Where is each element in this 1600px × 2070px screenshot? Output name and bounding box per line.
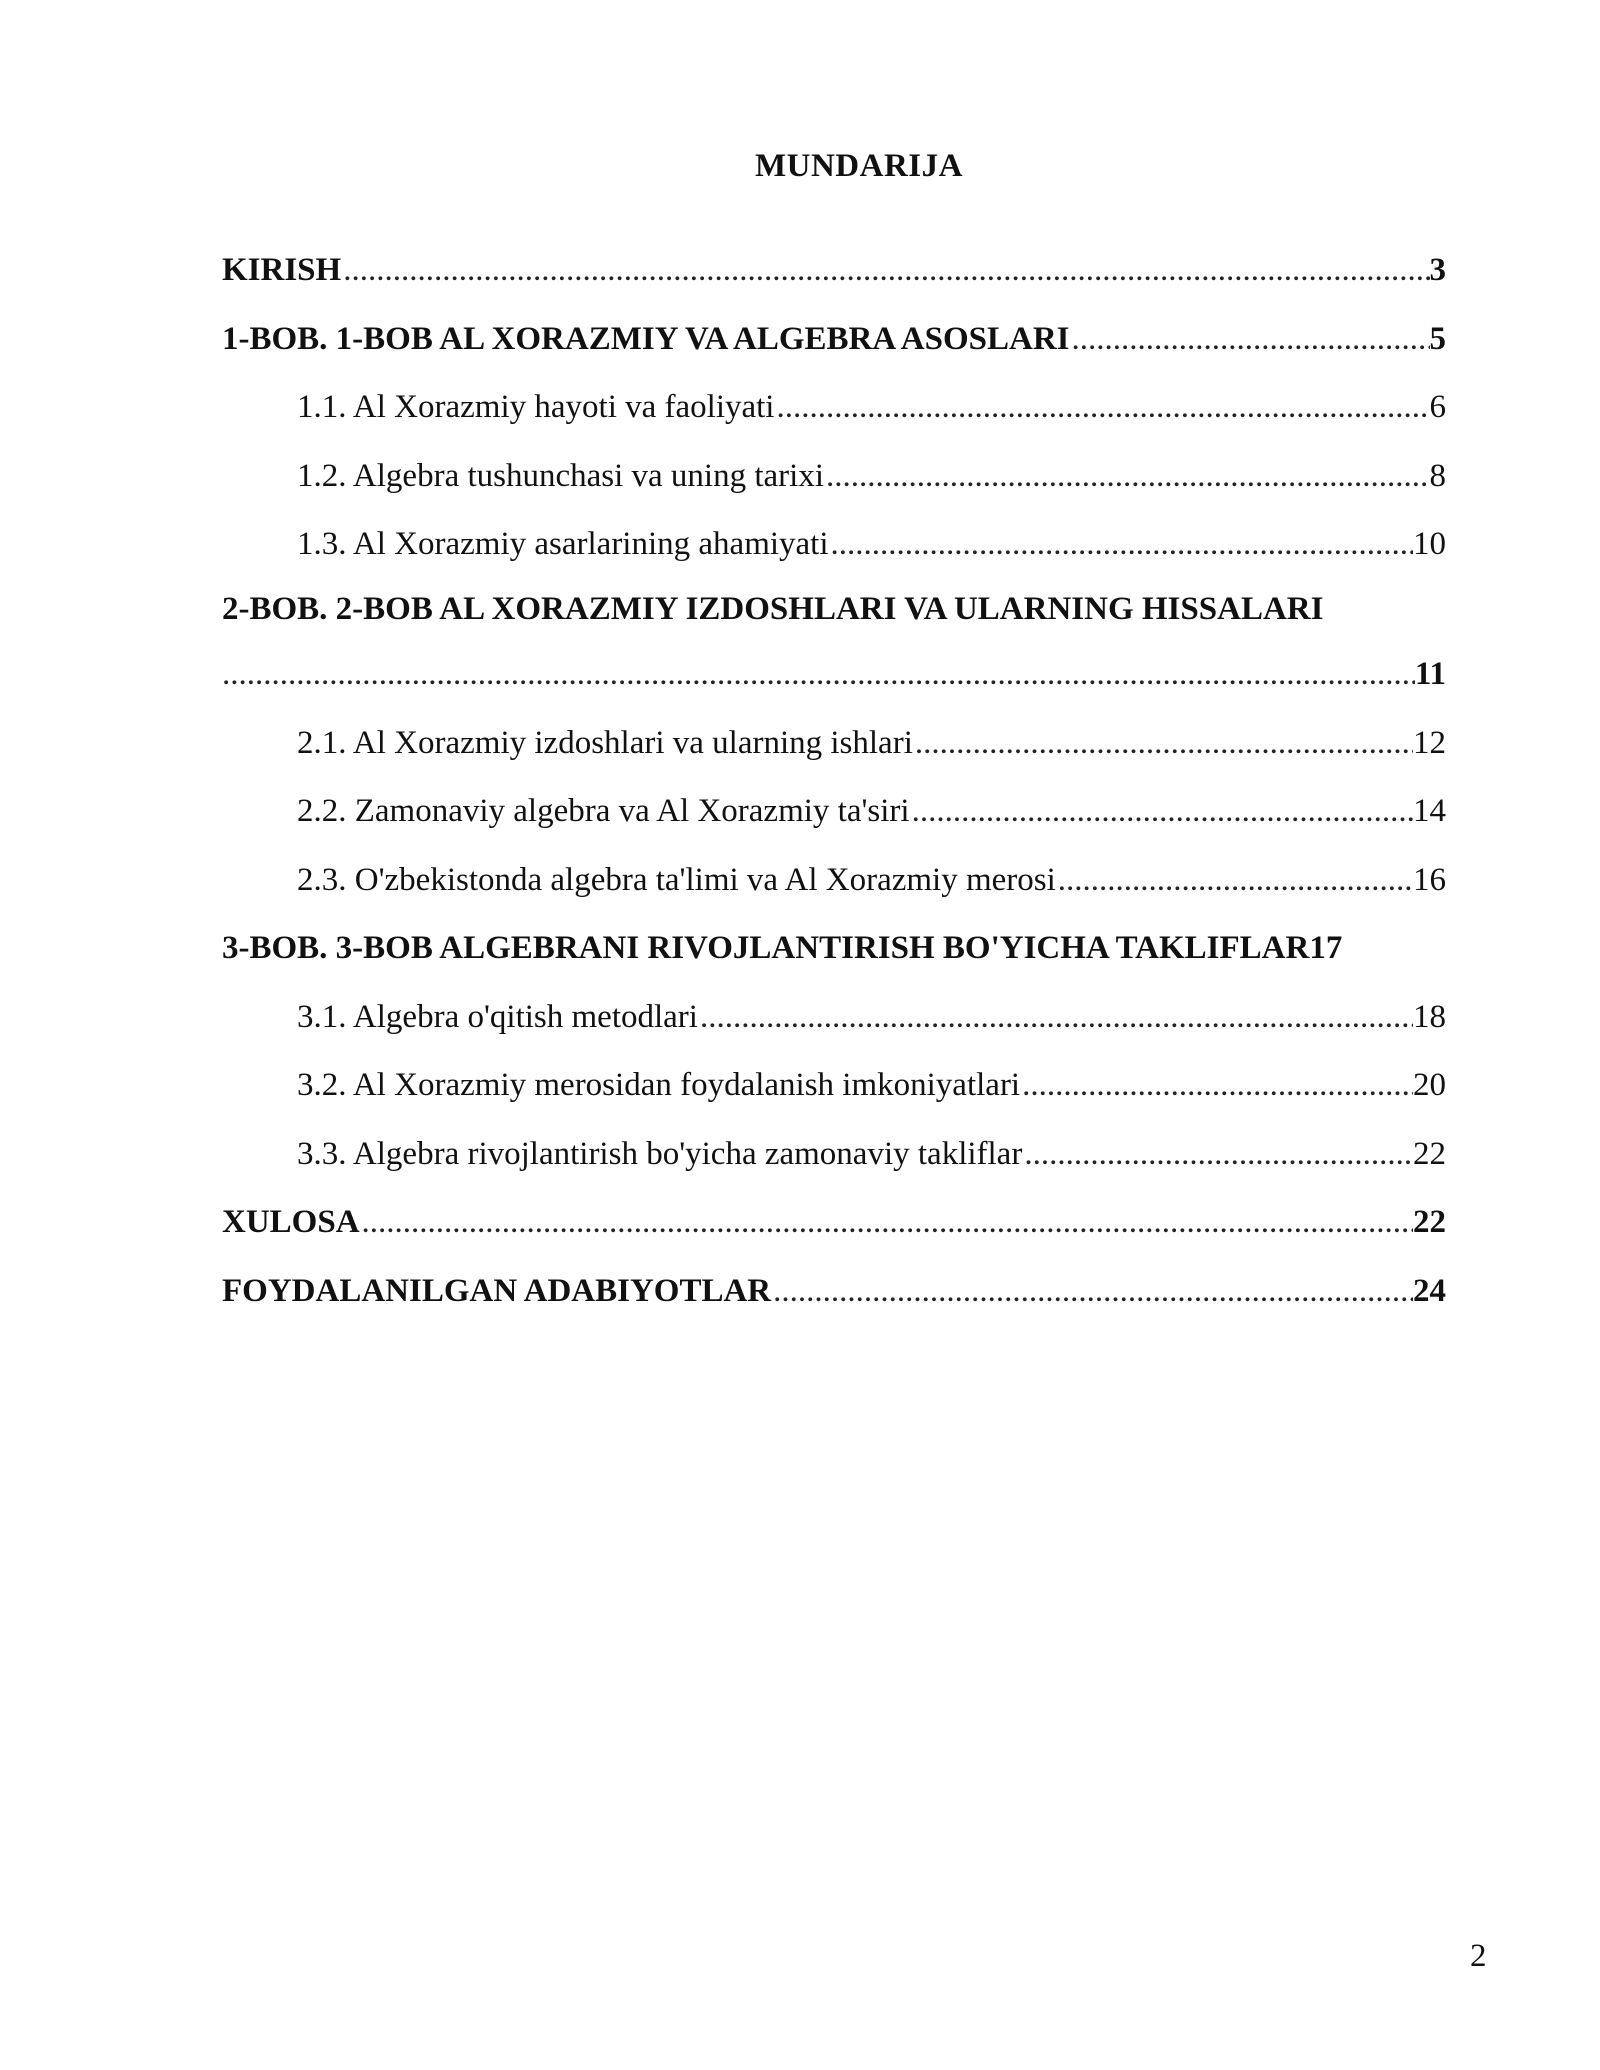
toc-entry-label: 3.2. Al Xorazmiy merosidan foydalanish imkoniyatlari [297, 1067, 1021, 1103]
toc-entry-1-2[interactable] [222, 442, 1446, 511]
toc-entry-page: 24 [1413, 1272, 1446, 1309]
toc-entry-2-3[interactable] [222, 846, 1446, 915]
toc-entry-label: 2-BOB. 2-BOB AL XORAZMIY IZDOSHLARI VA ULARNING HISSALARI [222, 590, 1324, 627]
toc-entry-label: 1-BOB. 1-BOB AL XORAZMIY VA ALGEBRA ASOSLARI [222, 320, 1070, 357]
page-number: 2 [1470, 1938, 1487, 1974]
toc-entry-1-3[interactable] [222, 510, 1446, 579]
toc-entry-label: 2.1. Al Xorazmiy izdoshlari va ularning ishlari [297, 724, 913, 761]
toc-entry-page: 18 [1413, 998, 1446, 1035]
toc-entry-page: 16 [1413, 861, 1446, 898]
toc-entry-3-2[interactable] [222, 1051, 1446, 1120]
toc-entry-page: 17 [1309, 930, 1343, 966]
toc-entry-page: 11 [1414, 655, 1446, 692]
dot-leader [829, 510, 1413, 579]
dot-leader [698, 983, 1413, 1052]
toc-entry-label: 1.1. Al Xorazmiy hayoti va faoliyati [297, 389, 775, 425]
toc-entry-page: 12 [1413, 724, 1446, 761]
toc-entry-label: 1.2. Algebra tushunchasi va uning tarixi [297, 457, 824, 494]
dot-leader [910, 777, 1413, 846]
toc-entry-label: 3.3. Algebra rivojlantirish bo'yicha zamonaviy takliflar [297, 1135, 1023, 1172]
toc-entry-chapter-1[interactable] [222, 305, 1446, 374]
toc-entry-2-1[interactable] [222, 709, 1446, 778]
dot-leader [1070, 305, 1430, 374]
toc-entry-references[interactable] [222, 1257, 1446, 1326]
toc-entry-chapter-3[interactable] [222, 914, 1482, 983]
toc-entry-page: 8 [1429, 457, 1446, 494]
toc-entry-xulosa[interactable] [222, 1188, 1446, 1257]
toc-entry-label: 2.2. Zamonaviy algebra va Al Xorazmiy ta'siri [297, 793, 910, 829]
dot-leader [913, 709, 1413, 778]
toc-entry-label: 1.3. Al Xorazmiy asarlarining ahamiyati [297, 526, 829, 562]
dot-leader [1020, 1051, 1413, 1120]
toc-entry-3-3[interactable] [222, 1120, 1446, 1189]
toc-entry-page: 5 [1429, 320, 1446, 357]
table-of-contents [222, 236, 1446, 1325]
toc-entry-chapter-2-leader-line[interactable] [222, 639, 1446, 709]
toc-entry-chapter-2[interactable] [222, 579, 1446, 639]
toc-entry-page: 22 [1413, 1204, 1446, 1240]
toc-entry-kirish[interactable] [222, 236, 1446, 305]
toc-entry-label: KIRISH [222, 252, 342, 288]
dot-leader [824, 442, 1430, 511]
dot-leader [774, 373, 1429, 442]
toc-entry-label: FOYDALANILGAN ADABIYOTLAR [222, 1272, 772, 1309]
dot-leader [771, 1257, 1413, 1326]
toc-entry-label: 3.1. Algebra o'qitish metodlari [297, 998, 698, 1035]
dot-leader [1056, 846, 1413, 915]
toc-entry-page: 10 [1413, 526, 1446, 562]
toc-entry-3-1[interactable] [222, 983, 1446, 1052]
toc-entry-page: 3 [1429, 252, 1446, 288]
dot-leader [222, 639, 1415, 709]
toc-entry-label: XULOSA [222, 1204, 360, 1240]
toc-entry-page: 20 [1413, 1067, 1446, 1103]
dot-leader [341, 236, 1429, 305]
toc-entry-label: 2.3. O'zbekistonda algebra ta'limi va Al Xorazmiy merosi [297, 861, 1056, 898]
toc-entry-page: 6 [1429, 389, 1446, 425]
toc-entry-page: 22 [1413, 1135, 1446, 1172]
toc-title: MUNDARIJA [755, 148, 963, 184]
toc-entry-label: 3-BOB. 3-BOB ALGEBRANI RIVOJLANTIRISH BO'YICHA TAKLIFLAR [222, 930, 1310, 966]
toc-entry-1-1[interactable] [222, 373, 1446, 442]
toc-entry-page: 14 [1413, 793, 1446, 829]
dot-leader [360, 1188, 1413, 1257]
toc-entry-2-2[interactable] [222, 777, 1446, 846]
dot-leader [1022, 1120, 1413, 1189]
